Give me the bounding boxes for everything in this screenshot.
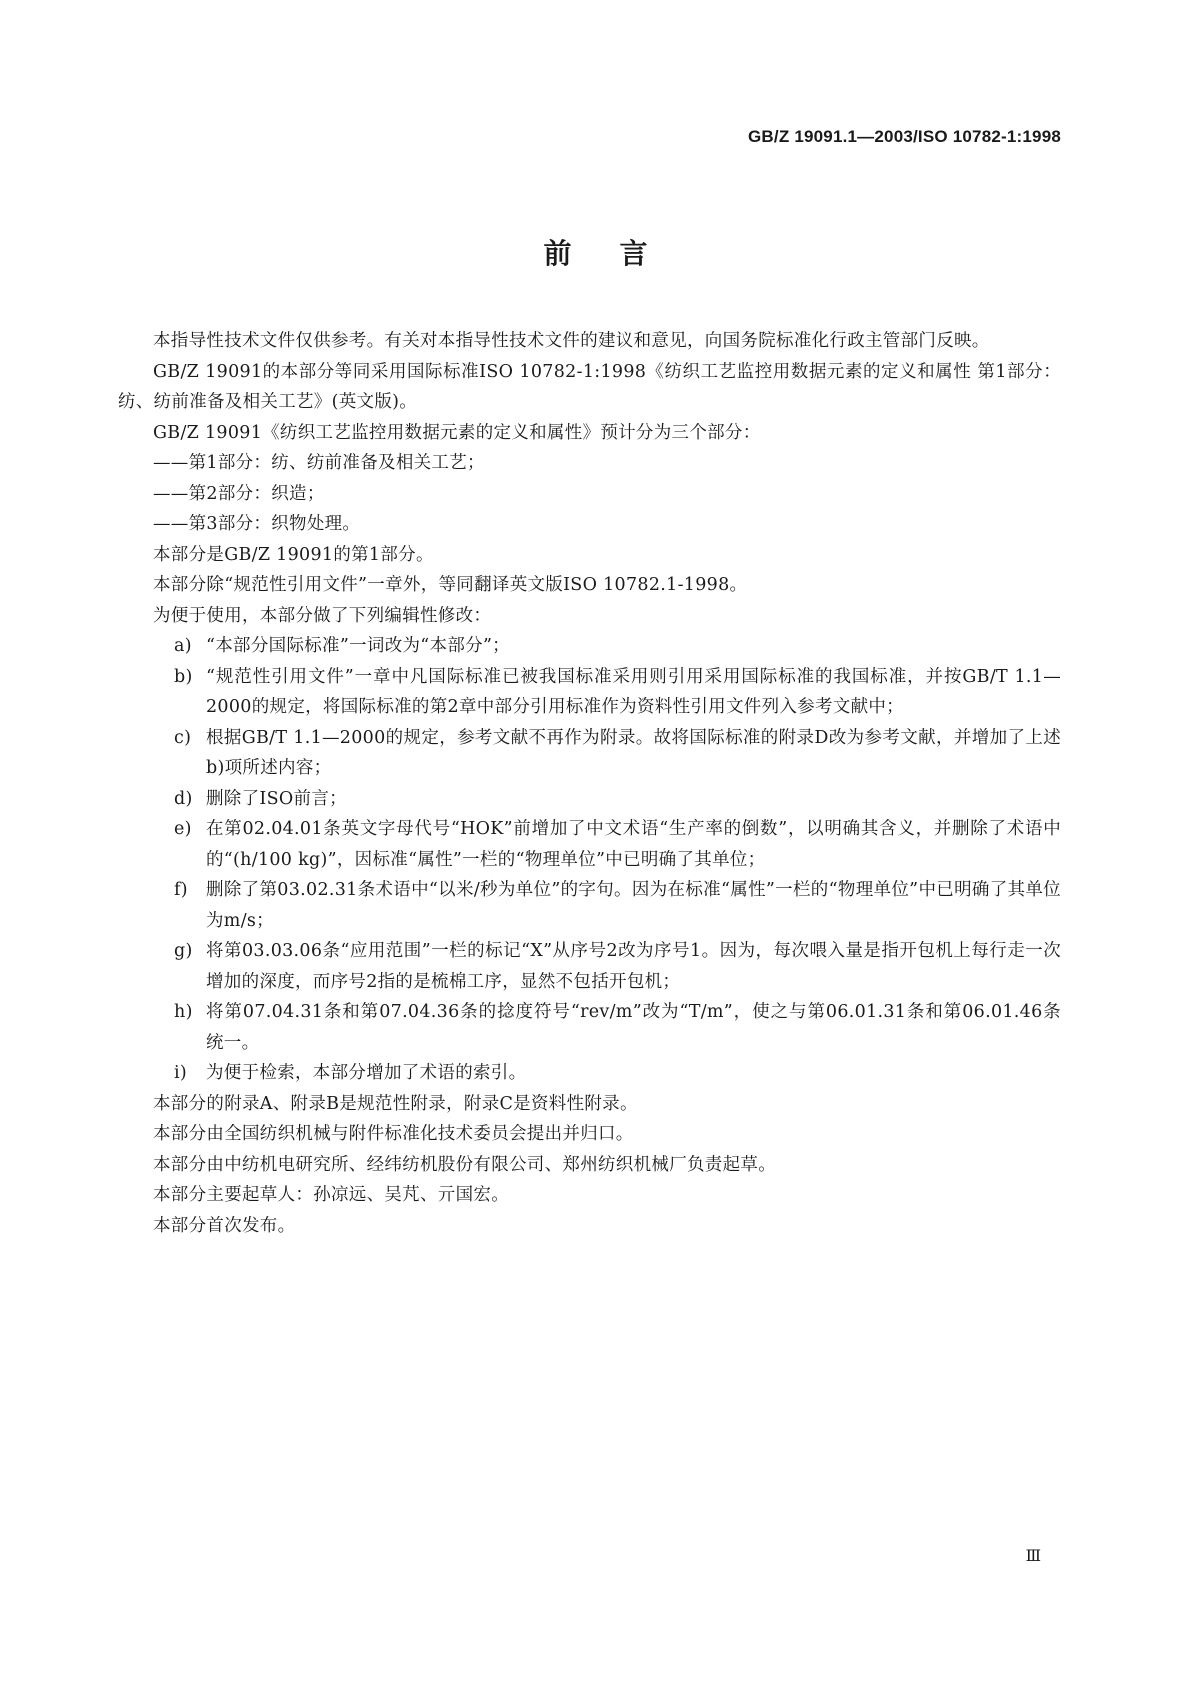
modification-item bbox=[118, 997, 1061, 1058]
modification-text: 为便于检索，本部分增加了术语的索引。 bbox=[206, 1063, 527, 1083]
modification-text: 将第03.03.06条“应用范围”一栏的标记“X”从序号2改为序号1。因为，每次喂入量是指开包机上每行走一次增加的深度，而序号2指的是梳棉工序，显然不包括开包机； bbox=[206, 941, 1061, 992]
modification-text: 将第07.04.31条和第07.04.36条的捻度符号“rev/m”改为“T/m”，使之与第06.01.31条和第06.01.46条统一。 bbox=[206, 1002, 1061, 1053]
paragraph-modifications-intro: 为便于使用，本部分做了下列编辑性修改： bbox=[153, 605, 492, 626]
paragraph-reference-note: 本指导性技术文件仅供参考。有关对本指导性技术文件的建议和意见，向国务院标准化行政主管部门反映。 bbox=[153, 331, 990, 351]
modification-item bbox=[118, 723, 1061, 784]
modification-label: e) bbox=[174, 819, 192, 839]
modification-item bbox=[118, 784, 1061, 815]
paragraph-drafting-units: 本部分由中纺机电研究所、经纬纺机股份有限公司、郑州纺织机械厂负责起草。 bbox=[153, 1154, 776, 1175]
paragraph-adoption: GB/Z 19091的本部分等同采用国际标准ISO 10782-1:1998《纺织工艺监控用数据元素的定义和属性 第1部分：纺、纺前准备及相关工艺》(英文版)。 bbox=[118, 361, 1061, 412]
foreword-body bbox=[118, 326, 1061, 1241]
modification-label: d) bbox=[174, 788, 193, 809]
modification-text: 删除了ISO前言； bbox=[206, 788, 347, 809]
modification-label: f) bbox=[174, 880, 188, 900]
modification-item bbox=[118, 1058, 1061, 1089]
modification-label: i) bbox=[174, 1063, 188, 1083]
modification-text: 根据GB/T 1.1—2000的规定，参考文献不再作为附录。故将国际标准的附录D改为参考文献，并增加了上述b)项所述内容； bbox=[206, 727, 1061, 778]
modification-text: “本部分国际标准”一词改为“本部分”； bbox=[206, 636, 510, 656]
modification-item bbox=[118, 875, 1061, 936]
part-list-item: ——第3部分：织物处理。 bbox=[153, 514, 361, 534]
modification-label: c) bbox=[174, 727, 192, 748]
modification-text: 删除了第03.02.31条术语中“以米/秒为单位”的字句。因为在标准“属性”一栏的“物理单位”中已明确了其单位为m/s； bbox=[206, 880, 1061, 931]
paragraph-drafters: 本部分主要起草人：孙凉远、吴芃、亓国宏。 bbox=[153, 1185, 509, 1205]
paragraph-translation: 本部分除“规范性引用文件”一章外，等同翻译英文版ISO 10782.1-1998。 bbox=[153, 575, 748, 595]
modification-label: b) bbox=[174, 666, 193, 687]
modification-item bbox=[118, 936, 1061, 997]
paragraph-first-release: 本部分首次发布。 bbox=[153, 1215, 296, 1236]
paragraph-proposer: 本部分由全国纺织机械与附件标准化技术委员会提出并归口。 bbox=[153, 1124, 634, 1144]
page-title: 前言 bbox=[543, 237, 696, 270]
standard-number: GB/Z 19091.1—2003/ISO 10782-1:1998 bbox=[748, 127, 1061, 146]
modification-label: g) bbox=[174, 941, 193, 961]
modification-label: h) bbox=[174, 1002, 193, 1022]
modification-item bbox=[118, 631, 1061, 662]
part-list-item: ——第2部分：织造； bbox=[153, 483, 325, 504]
modification-label: a) bbox=[174, 636, 192, 656]
page-number: Ⅲ bbox=[1025, 1546, 1041, 1565]
part-list-item: ——第1部分：纺、纺前准备及相关工艺； bbox=[153, 453, 485, 473]
modification-item bbox=[118, 662, 1061, 723]
paragraph-parts-intro: GB/Z 19091《纺织工艺监控用数据元素的定义和属性》预计分为三个部分： bbox=[153, 422, 761, 443]
paragraph-part-statement: 本部分是GB/Z 19091的第1部分。 bbox=[153, 544, 434, 565]
modification-item bbox=[118, 814, 1061, 875]
modification-text: “规范性引用文件”一章中凡国际标准已被我国标准采用则引用采用国际标准的我国标准，并按GB/T 1.1—2000的规定，将国际标准的第2章中部分引用标准作为资料性引用文件列入参考文献中； bbox=[206, 666, 1061, 717]
modification-text: 在第02.04.01条英文字母代号“HOK”前增加了中文术语“生产率的倒数”，以明确其含义，并删除了术语中的“(h/100 kg)”，因标准“属性”一栏的“物理单位”中已明确了其单位； bbox=[206, 819, 1061, 870]
paragraph-annexes: 本部分的附录A、附录B是规范性附录，附录C是资料性附录。 bbox=[153, 1093, 638, 1114]
